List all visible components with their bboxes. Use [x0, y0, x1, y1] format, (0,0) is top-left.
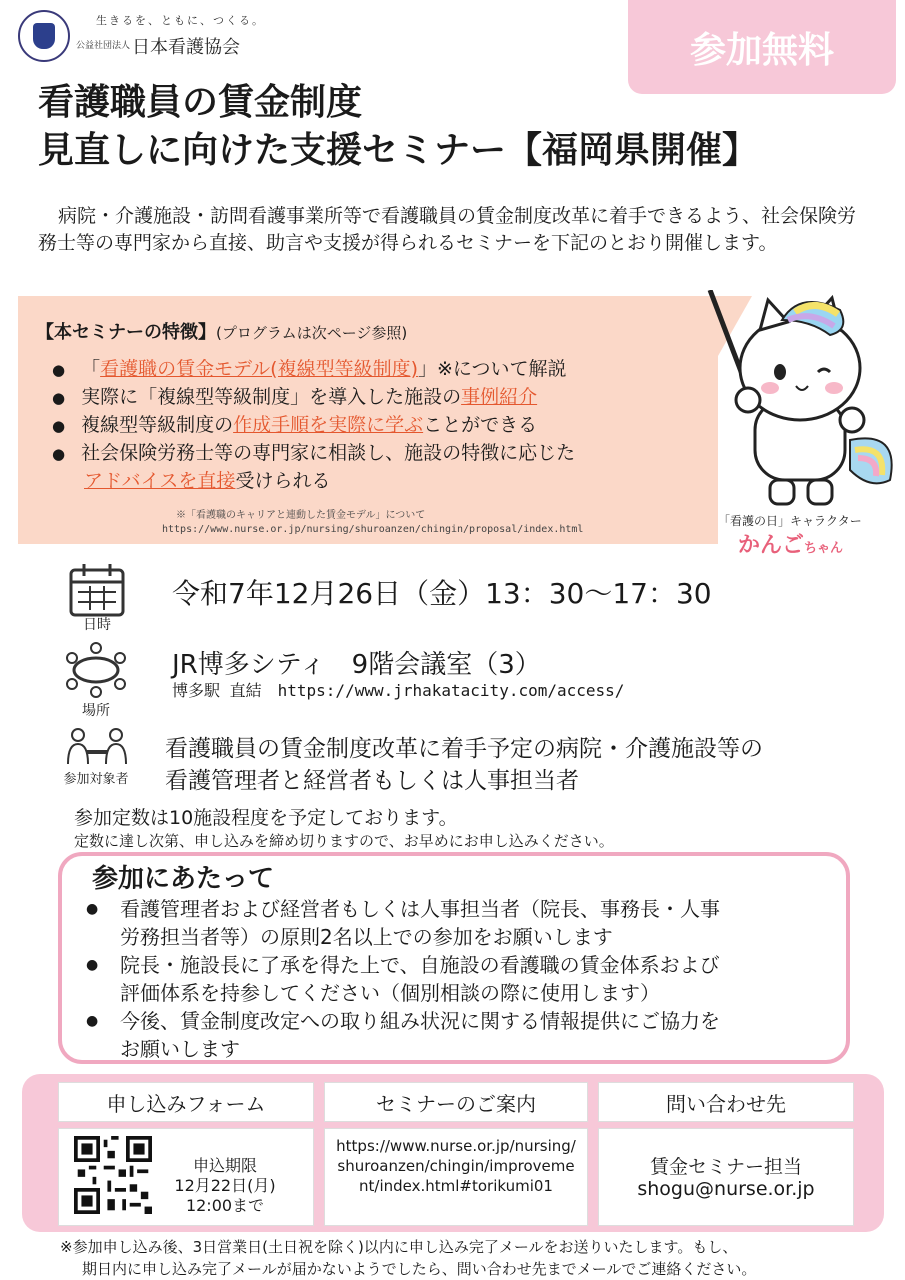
bullet-icon: ● — [86, 1013, 99, 1029]
org-prefix: 公益社団法人 — [76, 41, 131, 51]
intro-paragraph: 病院・介護施設・訪問看護事業所等で看護職員の賃金制度改革に着手できるよう、社会保険労務士等の専門家から直接、助言や支援が得られるセミナーを下記のとおり開催します。 — [38, 205, 857, 254]
event-date: 令和7年12月26日（金）13：30～17：30 — [172, 577, 712, 610]
feature-item-4-cont — [84, 466, 330, 493]
character-caption: 「看護の日」キャラクター — [718, 514, 862, 528]
logo-emblem-icon — [33, 23, 55, 49]
application-deadline — [170, 1156, 280, 1216]
place-label: 場所 — [82, 703, 110, 719]
contact-header: 問い合わせ先 — [598, 1082, 854, 1122]
meeting-room-icon — [60, 640, 132, 698]
target-label: 参加対象者 — [63, 772, 129, 787]
participation-text: 今後、賃金制度改定への取り組み状況に関する情報提供にご協力を — [120, 1009, 720, 1033]
features-note: ※「看護職のキャリアと連動した賃金モデル」について — [176, 510, 426, 521]
participation-text: 看護管理者および経営者もしくは人事担当者（院長、事務長・人事 — [120, 897, 720, 921]
contact-email-link[interactable]: shogu@nurse.or.jp — [637, 1178, 815, 1200]
participants-icon — [64, 726, 130, 770]
character-suffix: ちゃん — [804, 541, 844, 556]
free-badge: 参加無料 — [628, 0, 896, 94]
target-line2: 看護管理者と経営者もしくは人事担当者 — [165, 768, 579, 794]
page-title-line1: 看護職員の賃金制度 — [38, 82, 363, 123]
org-name: 日本看護協会 — [132, 37, 240, 58]
feature-text: ことができる — [423, 414, 538, 436]
character-name-text: かんご — [738, 533, 805, 558]
participation-item-1 — [86, 896, 720, 922]
footer-note-line1: ※参加申し込み後、3日営業日(土日祝を除く)以内に申し込み完了メールをお送りいたします。もし、 — [60, 1238, 738, 1256]
deadline-date: 12月22日(月) — [174, 1176, 276, 1195]
feature-highlight: 作成手順を実際に学ぶ — [233, 414, 424, 436]
participation-title: 参加にあたって — [88, 858, 278, 895]
participation-item-3 — [86, 1008, 720, 1034]
feature-item-2 — [52, 382, 537, 409]
feature-text: 実際に「複線型等級制度」を導入した施設の — [81, 386, 462, 408]
place-access[interactable]: 博多駅 直結 https://www.jrhakatacity.com/access/ — [172, 681, 625, 700]
participation-item-2 — [86, 952, 720, 978]
deadline-label: 申込期限 — [192, 1156, 257, 1175]
seminar-url-link[interactable]: https://www.nurse.or.jp/nursing/shuroanzen/chingin/improvement/index.html#torikumi01 — [336, 1137, 576, 1195]
feature-text: 」※について解説 — [418, 358, 567, 380]
participation-text: 院長・施設長に了承を得た上で、自施設の看護職の賃金体系および — [120, 953, 720, 977]
mascot-illustration — [700, 290, 900, 510]
footer-note-line2: 期日内に申し込み完了メールが届かないようでしたら、問い合わせ先までメールでご連絡ください。 — [82, 1260, 757, 1278]
participation-item-1-cont: 労務担当者等）の原則2名以上での参加をお願いします — [120, 925, 613, 949]
seminar-info-header: セミナーのご案内 — [324, 1082, 588, 1122]
target-line1: 看護職員の賃金制度改革に着手予定の病院・介護施設等の — [165, 736, 763, 762]
features-note-url[interactable]: https://www.nurse.or.jp/nursing/shuroanzen/chingin/proposal/index.html — [162, 524, 584, 535]
event-place: JR博多シティ 9階会議室（3） — [172, 650, 541, 680]
capacity-note: 定数に達し次第、申し込みを締め切りますので、お早めにお申し込みください。 — [74, 832, 614, 850]
features-heading-note: (プログラムは次ページ参照) — [216, 324, 408, 342]
feature-text: 社会保険労務士等の専門家に相談し、施設の特徴に応じた — [81, 442, 576, 464]
page-title-line2: 見直しに向けた支援セミナー【福岡県開催】 — [38, 130, 759, 171]
feature-item-4 — [52, 438, 575, 465]
feature-item-3 — [52, 410, 537, 437]
features-heading-text: 【本セミナーの特徴】 — [36, 322, 216, 343]
bullet-icon: ● — [86, 957, 99, 973]
character-name — [738, 528, 843, 559]
application-form-header: 申し込みフォーム — [58, 1082, 314, 1122]
participation-item-3-cont: お願いします — [120, 1037, 240, 1061]
qr-code-icon[interactable] — [74, 1136, 152, 1214]
features-heading — [36, 318, 407, 344]
feature-highlight: アドバイスを直接 — [84, 470, 236, 492]
calendar-icon — [68, 562, 126, 618]
deadline-time: 12:00まで — [185, 1196, 265, 1215]
feature-highlight: 看護職の賃金モデル(複線型等級制度) — [100, 358, 418, 380]
feature-highlight: 事例紹介 — [461, 386, 538, 408]
contact-name: 賃金セミナー担当 — [649, 1156, 802, 1178]
capacity: 参加定数は10施設程度を予定しております。 — [74, 807, 458, 829]
date-label: 日時 — [83, 617, 111, 633]
organization-logo — [18, 10, 70, 62]
feature-item-1 — [52, 354, 567, 381]
participation-item-2-cont: 評価体系を持参してください（個別相談の際に使用します） — [120, 981, 660, 1005]
feature-text: 複線型等級制度の — [81, 414, 234, 436]
feature-text: 「 — [81, 358, 101, 380]
bullet-icon: ● — [86, 901, 99, 917]
tagline: 生きるを、ともに、つくる。 — [96, 14, 265, 27]
feature-text: 受けられる — [235, 470, 331, 492]
